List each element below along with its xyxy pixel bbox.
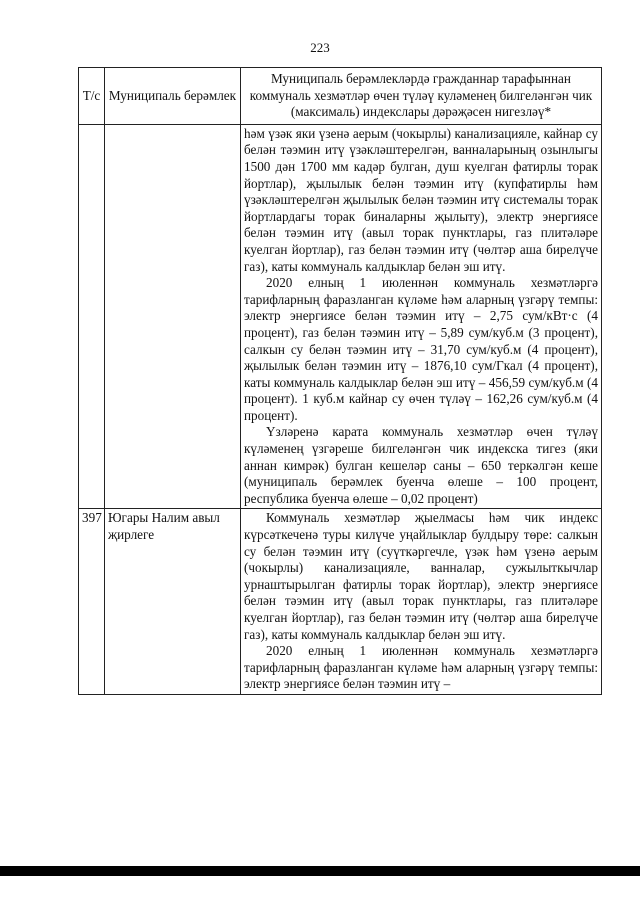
table-header-row	[79, 68, 602, 125]
row-description-cell	[241, 509, 602, 695]
paragraph: Коммуналь хезмәтләр җыелмасы һәм чик индекс күрсәткеченә туры килүче уңайлыклар булдыру төре: салкын су белән тәэмин итү (суүткәргечле, үзәк һәм үзенә аерым (чокырлы) канализацияле, ванналар, сужылыткычлар урнаштырылган фатирлы торак йортлар), электр энергиясе белән тәэмин итү (авыл торак пунктлары, газ плитәләре куелган йортлар), газ белән тәэмин итү (чөлтәр аша бирелүче газ), каты коммуналь калдыклар белән эш итү.	[244, 510, 598, 642]
header-description: Муниципаль берәмлекләрдә гражданнар тарафыннан коммуналь хезмәтләр өчен түләү куләменең билгеләнгән чик (максималь) индекслары дәрәҗәсен нигезләү*	[241, 68, 602, 125]
header-ts: Т/с	[79, 68, 105, 125]
row-municipality: Югары Налим авыл җирлеге	[105, 509, 241, 695]
header-municipality: Муниципаль берәмлек	[105, 68, 241, 125]
table-row	[79, 124, 602, 509]
page-number: 223	[310, 40, 330, 55]
paragraph: 2020 елның 1 июленнән коммуналь хезмәтләргә тарифларның фаразланган күләме һәм аларның үзгәрү темпы: электр энергиясе белән тәэмин итү – 2,75 сум/кВт·с (4 процент), газ белән тәэмин итү – 5,89 сум/куб.м (3 процент), салкын су белән тәэмин итү – 31,70 сум/куб.м (4 процент), җылылык белән тәэмин итү – 1876,10 сум/Гкал (4 процент), каты коммуналь калдыклар белән эш итү – 456,59 сум/куб.м (4 процент). 1 куб.м кайнар су өчен түләү – 162,26 сум/куб.м (4 процент).	[244, 275, 598, 423]
paragraph: 2020 елның 1 июленнән коммуналь хезмәтләргә тарифларның фаразланган күләме һәм аларның үзгәрү темпы: электр энергиясе белән тәэмин итү –	[244, 643, 598, 692]
row-description-cell	[241, 124, 602, 509]
row-municipality-cell	[105, 124, 241, 509]
table-row	[79, 509, 602, 695]
row-number: 397	[79, 509, 105, 695]
row-number-cell	[79, 124, 105, 509]
paragraph: Үзләренә карата коммуналь хезмәтләр өчен түләү күләменең үзгәреше билгеләнгән чик индекска тигез (яки аннан кимрәк) булган кешеләр саны – 650 теркәлгән кеше (муниципаль берәмлек буенча өлеше – 100 процент, республика буенча өлеше – 0,02 процент)	[244, 424, 598, 506]
tariff-table	[78, 67, 602, 695]
scan-edge-bar	[0, 866, 640, 876]
paragraph: һәм үзәк яки үзенә аерым (чокырлы) канализацияле, кайнар су белән тәэмин итү үзәкләштерелгән, ванналарының озынлыгы 1500 дән 1700 мм кадәр булган, душ куелган фатирлы торак йортлар), җылылык белән тәэмин итү (купфатирлы һәм үзәкләштерелгән җылылык белән тәэмин итү системалы торак йортлардагы торак биналарны җылыту), электр энергиясе белән тәэмин итү (авыл торак пунктлары, газ плитәләре куелган йортлар), газ белән тәэмин итү (чөлтәр аша бирелүче газ), каты коммуналь калдыклар белән эш итү.	[244, 125, 598, 274]
